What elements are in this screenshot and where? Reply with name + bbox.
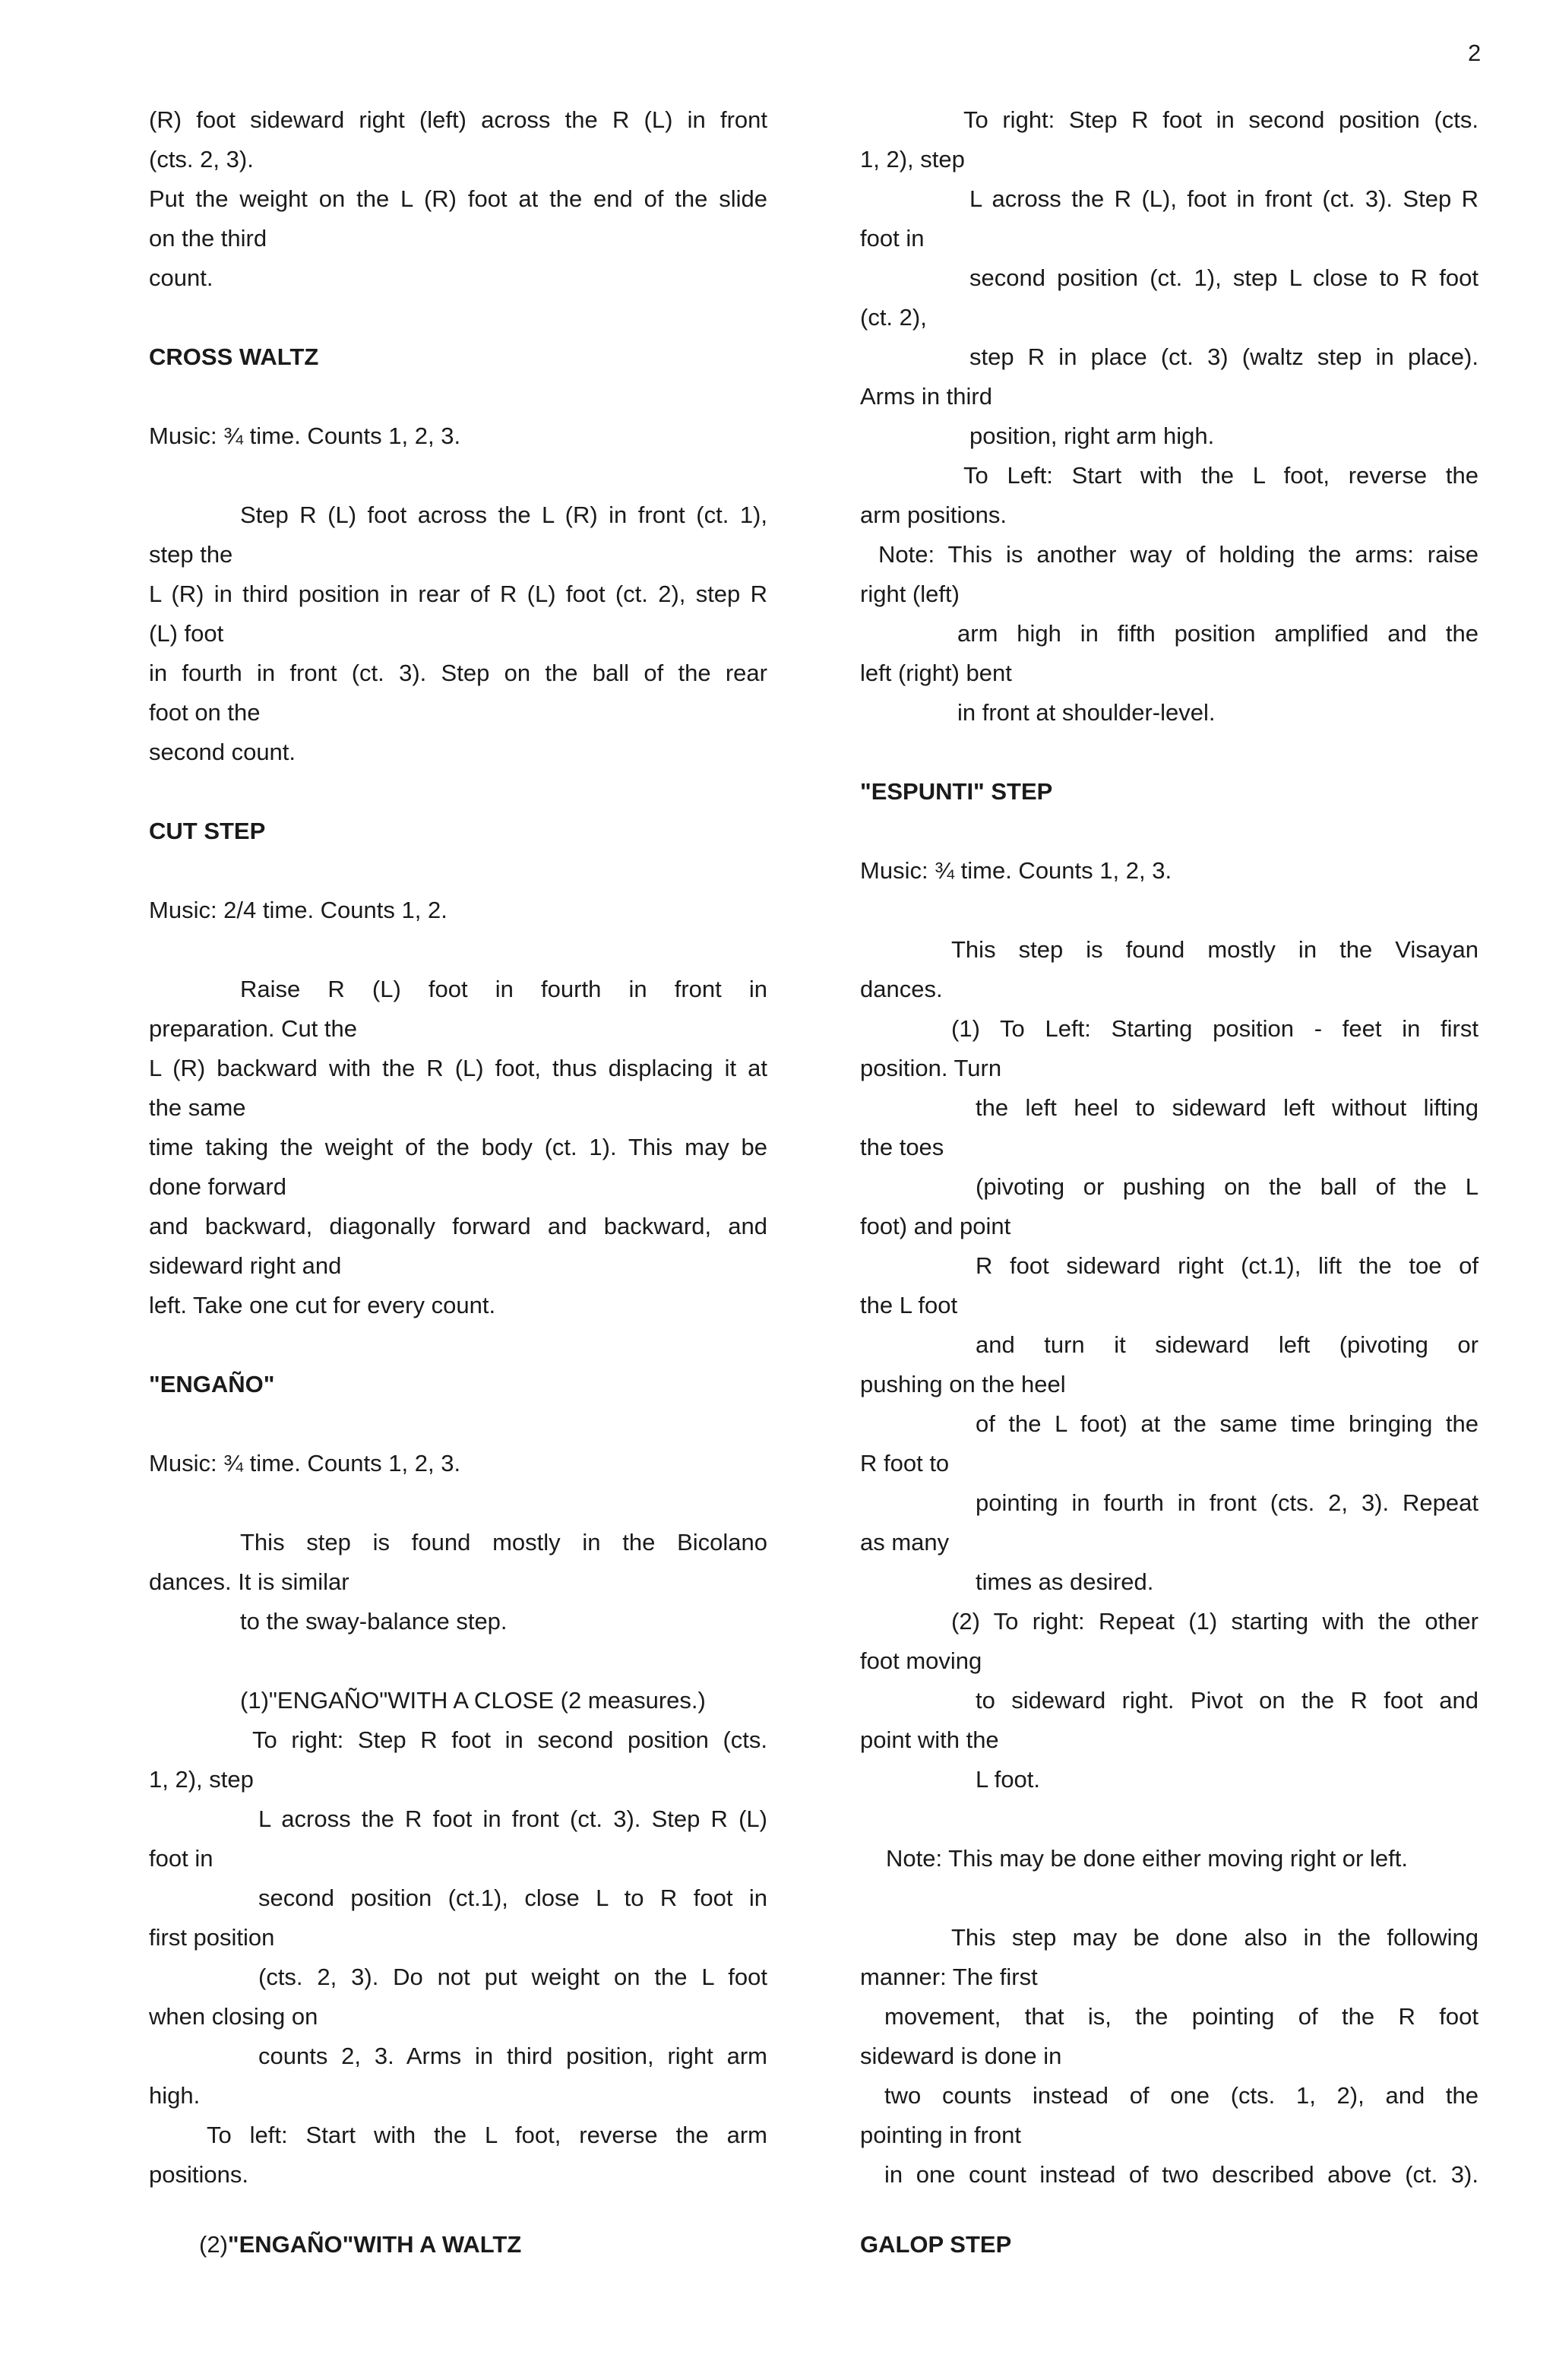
left-column-line: This step is found mostly in the Bicolano [240,1529,767,1556]
left-column-line: first position [149,1924,275,1951]
right-column-line: This step is found mostly in the Visayan [951,936,1479,963]
right-column-line: dances. [860,976,943,1002]
heading-prefix: (2) [199,2231,228,2258]
left-column-line: CROSS WALTZ [149,343,319,370]
left-column-line: Put the weight on the L (R) foot at the end of the slide [149,185,767,212]
left-column-line: left. Take one cut for every count. [149,1292,496,1318]
left-column-line: To left: Start with the L foot, reverse the arm [207,2122,767,2148]
left-column-line: Music: ¾ time. Counts 1, 2, 3. [149,423,461,449]
right-column-line: movement, that is, the pointing of the R foot [884,2003,1479,2030]
right-column-line: second position (ct. 1), step L close to R foot [969,264,1479,291]
left-column-line: (R) foot sideward right (left) across the R (L) in front [149,106,767,133]
right-column-line: the L foot [860,1292,958,1318]
right-column-line: pushing on the heel [860,1371,1066,1397]
left-column-line: positions. [149,2161,248,2188]
left-column-line: on the third [149,225,267,252]
right-column-line: and turn it sideward left (pivoting or [976,1331,1479,1358]
right-column-line: L foot. [976,1766,1041,1793]
right-column-line: To Left: Start with the L foot, reverse the [963,462,1479,489]
left-column-line: when closing on [149,2003,318,2030]
right-column-line: step R in place (ct. 3) (waltz step in place). [969,343,1479,370]
section-heading-galop-step: GALOP STEP [860,2231,1012,2258]
right-column-line: foot moving [860,1647,982,1674]
left-column-line: Raise R (L) foot in fourth in front in [240,976,767,1002]
right-column-line: Note: This may be done either moving right or left. [886,1845,1408,1872]
page-number: 2 [1468,40,1482,66]
left-column-line: To right: Step R foot in second position (cts. [252,1726,767,1753]
right-column-line: in one count instead of two described above (ct. 3). [884,2161,1479,2188]
right-column-line: in front at shoulder-level. [957,699,1216,726]
left-column-line: preparation. Cut the [149,1015,358,1042]
left-column-line: sideward right and [149,1252,342,1279]
left-column-line: Music: ¾ time. Counts 1, 2, 3. [149,1450,461,1476]
right-column-line: two counts instead of one (cts. 1, 2), and the [884,2082,1479,2109]
right-column-line: Note: This is another way of holding the arms: raise [878,541,1479,568]
right-column-line: as many [860,1529,950,1556]
right-column-line: R foot sideward right (ct.1), lift the toe of [976,1252,1479,1279]
left-column-line: "ENGAÑO" [149,1371,275,1397]
right-column-line: (ct. 2), [860,304,927,331]
left-column-line: dances. It is similar [149,1568,349,1595]
right-column-line: (pivoting or pushing on the ball of the L [976,1173,1479,1200]
left-column-line: L (R) in third position in rear of R (L) foot (ct. 2), step R [149,581,767,607]
left-column-line: (cts. 2, 3). [149,146,254,172]
right-column-line: "ESPUNTI" STEP [860,778,1053,805]
left-column-line: CUT STEP [149,818,266,844]
right-column-line: sideward is done in [860,2043,1062,2069]
left-column-line: and backward, diagonally forward and backward, and [149,1213,767,1239]
right-column-line: of the L foot) at the same time bringing the [976,1410,1479,1437]
left-column-line: time taking the weight of the body (ct. 1). This may be [149,1134,767,1160]
right-column-line: left (right) bent [860,660,1012,686]
right-column-line: foot) and point [860,1213,1011,1239]
right-column [860,100,1479,2195]
left-column-line: foot on the [149,699,261,726]
right-column-line: L across the R (L), foot in front (ct. 3). Step R [969,185,1479,212]
right-column-line: Arms in third [860,383,992,410]
left-column-line: count. [149,264,213,291]
right-column-line: Music: ¾ time. Counts 1, 2, 3. [860,857,1172,884]
right-column-line: the left heel to sideward left without lifting [976,1094,1479,1121]
left-column-line: Step R (L) foot across the L (R) in front (ct. 1), [240,502,767,528]
right-column-line: (2) To right: Repeat (1) starting with the other [951,1608,1479,1635]
left-column-line: counts 2, 3. Arms in third position, right arm [258,2043,767,2069]
left-column-line: Music: 2/4 time. Counts 1, 2. [149,897,448,923]
right-column-line: point with the [860,1726,999,1753]
right-column-line: arm high in fifth position amplified and the [957,620,1479,647]
section-heading-engano-with-a-waltz [199,2225,521,2264]
right-column-line: pointing in front [860,2122,1021,2148]
left-column-line: (L) foot [149,620,224,647]
right-column-line: right (left) [860,581,960,607]
right-column-line: This step may be done also in the following [951,1924,1479,1951]
right-column-line: foot in [860,225,925,252]
right-column-line: arm positions. [860,502,1007,528]
right-column-line: times as desired. [976,1568,1154,1595]
left-column-line: L (R) backward with the R (L) foot, thus displacing it at [149,1055,767,1081]
left-column-line: second count. [149,739,296,765]
right-column-line: pointing in fourth in front (cts. 2, 3). Repeat [976,1489,1479,1516]
left-column-line: L across the R foot in front (ct. 3). Step R (L) [258,1806,767,1832]
left-column-line: step the [149,541,233,568]
right-column-line: R foot to [860,1450,950,1476]
right-column-line: position. Turn [860,1055,1002,1081]
left-column-line: to the sway-balance step. [240,1608,508,1635]
right-column-line: manner: The first [860,1964,1038,1990]
right-column-line: position, right arm high. [969,423,1215,449]
right-column-line: the toes [860,1134,944,1160]
left-column-line: done forward [149,1173,286,1200]
left-column-line: 1, 2), step [149,1766,254,1793]
right-column-line: 1, 2), step [860,146,965,172]
right-column-line: to sideward right. Pivot on the R foot and [976,1687,1479,1714]
right-column-line: (1) To Left: Starting position - feet in first [951,1015,1479,1042]
right-column-line: To right: Step R foot in second position (cts. [963,106,1479,133]
left-column-line: (cts. 2, 3). Do not put weight on the L foot [258,1964,767,1990]
left-column-line: high. [149,2082,201,2109]
left-column-line: the same [149,1094,246,1121]
left-column-line: second position (ct.1), close L to R foot in [258,1885,767,1911]
left-column [149,100,767,2195]
left-column-line: (1)"ENGAÑO"WITH A CLOSE (2 measures.) [240,1687,706,1714]
heading-bold-text: "ENGAÑO"WITH A WALTZ [227,2231,522,2258]
left-column-line: foot in [149,1845,213,1872]
left-column-line: in fourth in front (ct. 3). Step on the ball of the rear [149,660,767,686]
